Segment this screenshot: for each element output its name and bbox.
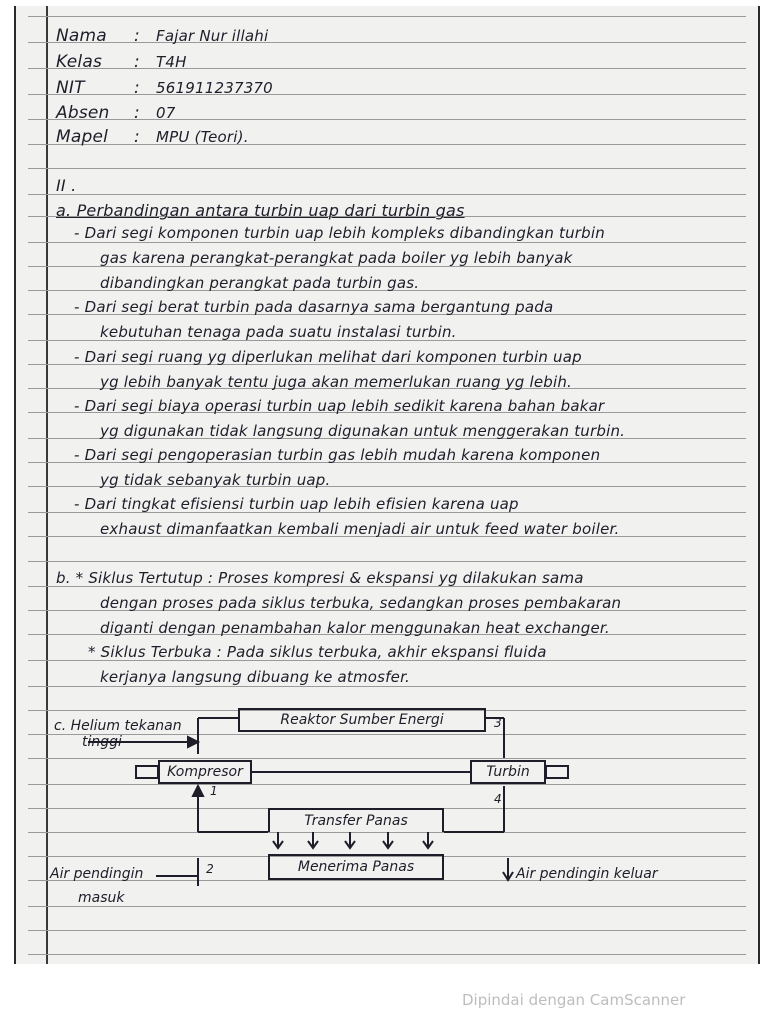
- kelas-value: T4H: [156, 53, 187, 71]
- absen-value: 07: [156, 104, 176, 122]
- cooling-in-label-2: masuk: [78, 890, 125, 906]
- state-number-1: 1: [210, 784, 218, 798]
- mapel-colon: :: [134, 127, 140, 147]
- mapel-label: Mapel: [56, 127, 109, 147]
- part-a-line: gas karena perangkat-perangkat pada boiler yg lebih banyak: [100, 249, 573, 267]
- menerima-panas-box: Menerima Panas: [268, 854, 444, 880]
- turbin-box: Turbin: [470, 760, 546, 784]
- part-b-line: kerjanya langsung dibuang ke atmosfer.: [100, 668, 411, 686]
- helium-label: c. Helium tekanan: [54, 718, 182, 734]
- nit-colon: :: [134, 78, 140, 98]
- part-b-line: diganti dengan penambahan kalor menggunakan heat exchanger.: [100, 619, 610, 637]
- kelas-colon: :: [134, 52, 140, 72]
- part-a-line: kebutuhan tenaga pada suatu instalasi turbin.: [100, 323, 457, 341]
- part-a-line: yg tidak sebanyak turbin uap.: [100, 471, 331, 489]
- kompresor-arrow-head: [193, 786, 203, 796]
- part-a-line: - Dari segi berat turbin pada dasarnya sama bergantung pada: [74, 298, 554, 316]
- part-b-line: dengan proses pada siklus terbuka, sedangkan proses pembakaran: [100, 594, 622, 612]
- shaft-right-end: [546, 766, 568, 778]
- mapel-value: MPU (Teori).: [156, 128, 249, 146]
- part-a-title: a. Perbandingan antara turbin uap dari turbin gas: [56, 201, 465, 220]
- nit-label: NIT: [56, 78, 85, 98]
- part-a-line: - Dari segi ruang yg diperlukan melihat dari komponen turbin uap: [74, 348, 582, 366]
- section-number: II .: [56, 176, 77, 195]
- state-number-4: 4: [494, 792, 502, 806]
- nama-value: Fajar Nur illahi: [156, 27, 269, 45]
- kelas-label: Kelas: [56, 52, 102, 72]
- shaft-left-end: [136, 766, 158, 778]
- absen-label: Absen: [56, 103, 110, 123]
- kompresor-box: Kompresor: [158, 760, 252, 784]
- nama-colon: :: [134, 26, 140, 46]
- state-number-2: 2: [206, 862, 214, 876]
- part-b-line: b. * Siklus Tertutup : Proses kompresi & ekspansi yg dilakukan sama: [56, 569, 584, 587]
- helium-arrow-head: [188, 737, 198, 747]
- part-a-line: dibandingkan perangkat pada turbin gas.: [100, 274, 420, 292]
- reaktor-box: Reaktor Sumber Energi: [238, 708, 486, 732]
- camscanner-watermark: Dipindai dengan CamScanner: [462, 991, 686, 1009]
- part-a-line: - Dari segi pengoperasian turbin gas lebih mudah karena komponen: [74, 446, 601, 464]
- part-a-line: - Dari segi komponen turbin uap lebih kompleks dibandingkan turbin: [74, 224, 605, 242]
- part-a-line: yg digunakan tidak langsung digunakan untuk menggerakan turbin.: [100, 422, 626, 440]
- cooling-in-label: Air pendingin: [50, 866, 144, 882]
- transfer-arrows: [273, 832, 433, 848]
- cooling-out-label: Air pendingin keluar: [516, 866, 658, 882]
- helium-label-2: tinggi: [82, 734, 122, 750]
- transfer-panas-box: Transfer Panas: [268, 808, 444, 832]
- notebook-page: [14, 6, 760, 964]
- part-a-line: - Dari segi biaya operasi turbin uap lebih sedikit karena bahan bakar: [74, 397, 605, 415]
- part-b-line: * Siklus Terbuka : Pada siklus terbuka, akhir ekspansi fluida: [88, 643, 547, 661]
- nit-value: 561911237370: [156, 79, 273, 97]
- part-a-line: - Dari tingkat efisiensi turbin uap lebih efisien karena uap: [74, 495, 519, 513]
- state-number-3: 3: [494, 716, 502, 730]
- part-a-line: exhaust dimanfaatkan kembali menjadi air untuk feed water boiler.: [100, 520, 620, 538]
- nama-label: Nama: [56, 26, 107, 46]
- absen-colon: :: [134, 103, 140, 123]
- part-a-line: yg lebih banyak tentu juga akan memerlukan ruang yg lebih.: [100, 373, 573, 391]
